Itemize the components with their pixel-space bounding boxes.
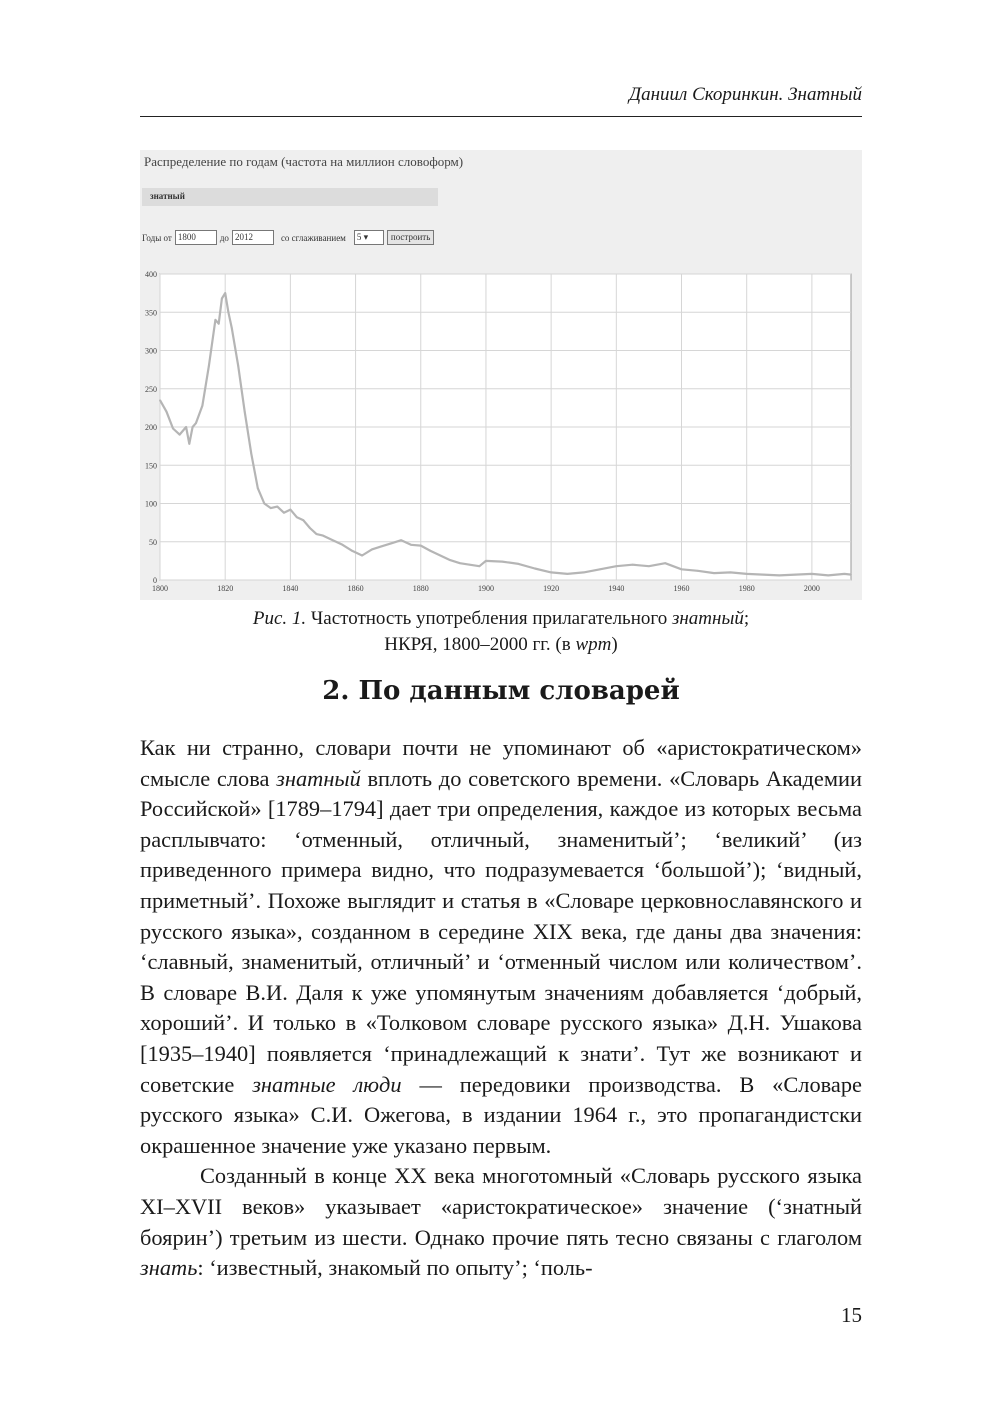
data-point — [201, 405, 203, 407]
data-point — [224, 292, 226, 294]
data-point — [332, 539, 334, 541]
running-head: Даниил Скоринкин. Знатный — [629, 84, 862, 105]
caption-text-2: ; — [743, 608, 750, 629]
data-point — [283, 512, 285, 514]
data-point — [342, 544, 344, 546]
data-point — [159, 399, 161, 401]
x-tick-label: 1880 — [412, 584, 429, 593]
paragraph-1 — [140, 733, 862, 1161]
chevron-down-icon: ▾ — [363, 232, 369, 242]
data-point — [778, 575, 780, 577]
data-point — [599, 568, 601, 570]
query-word: знатный — [150, 191, 185, 201]
data-point — [391, 542, 393, 544]
header-rule — [140, 116, 862, 117]
data-point — [188, 443, 190, 445]
data-point — [361, 555, 363, 557]
data-point — [827, 575, 829, 577]
data-point — [351, 550, 353, 552]
x-tick-label: 1940 — [608, 584, 625, 593]
y-tick-label: 50 — [149, 537, 157, 547]
caption-text-1: Частотность употребления прилагательного — [306, 608, 672, 629]
data-point — [192, 426, 194, 428]
data-point — [730, 571, 732, 573]
data-point — [257, 487, 259, 489]
x-tick-label: 1920 — [543, 584, 560, 593]
data-point — [583, 571, 585, 573]
paragraph-italic: знать — [140, 1255, 198, 1281]
data-point — [518, 563, 520, 565]
y-tick-label: 250 — [145, 384, 157, 394]
x-tick-label: 1820 — [217, 584, 234, 593]
data-point — [250, 453, 252, 455]
data-point — [303, 519, 305, 521]
data-point — [485, 560, 487, 562]
data-point — [850, 574, 852, 576]
smoothing-label: со сглаживанием — [280, 232, 346, 243]
data-point — [228, 311, 230, 313]
data-point — [185, 426, 187, 428]
data-point — [263, 503, 265, 505]
page-number: 15 — [841, 1303, 862, 1327]
data-point — [231, 327, 233, 329]
data-point — [179, 434, 181, 436]
data-point — [309, 527, 311, 529]
data-point — [469, 564, 471, 566]
paragraph-text: вплоть до советского времени. «Словарь Академии Российской» [1789–1794] дает три определения, каждое из которых весьма расплывчато: ‘отменный, отличный, знаменитый’; ‘великий’ (из приведенного примера видно, что подразумевается ‘большой’); ‘видный, приметный’. Похоже выглядит и статья в «Словаре церковнославянского и русского языка», созданном в середине XIX века, где даны два значения: ‘славный, знаменитый, отличный’ и ‘отменный числом или количеством’. В словаре В.И. Даля к уже упомянутым значениям добавляется ‘добрый, хороший’. И только в «Толковом словаре русского языка» Д.Н. Ушакова [1935–1940] появляется ‘принадлежащий к знати’. Тут же возникают и советские — [140, 765, 863, 1097]
caption-unit: wpm — [575, 634, 612, 655]
data-point — [746, 573, 748, 575]
y-tick-label: 200 — [145, 423, 157, 432]
paragraph-italic: знатные люди — [252, 1071, 402, 1097]
data-point — [172, 428, 174, 430]
figure-caption — [140, 606, 862, 658]
paragraph-text: Созданный в конце XX века многотомный «Словарь русского языка XI–XVII веков» указывает «аристократическое» значение (‘знатный боярин’) третьим из шести. Однако прочие пять тесно связаны с глаголом — [140, 1163, 862, 1250]
data-point — [420, 545, 422, 547]
data-point — [713, 572, 715, 574]
caption-word: знатный — [671, 608, 744, 629]
data-point — [296, 516, 298, 518]
y-tick-label: 0 — [153, 576, 157, 585]
data-point — [449, 559, 451, 561]
frequency-chart — [140, 150, 862, 600]
data-point — [316, 533, 318, 535]
data-point — [479, 565, 481, 567]
smoothing-value: 5 — [356, 232, 362, 242]
data-point — [664, 562, 666, 564]
x-tick-label: 1800 — [152, 584, 168, 593]
data-point — [244, 411, 246, 413]
body-text — [140, 733, 862, 1284]
data-point — [697, 570, 699, 572]
data-point — [501, 561, 503, 563]
y-tick-label: 400 — [145, 270, 157, 279]
data-point — [615, 565, 617, 567]
paragraph-2 — [140, 1161, 862, 1283]
data-point — [215, 319, 217, 321]
caption-line-2 — [140, 632, 862, 658]
paragraph-italic: знатный — [276, 765, 361, 791]
y-tick-label: 300 — [145, 346, 157, 356]
data-point — [322, 535, 324, 537]
data-point — [371, 549, 373, 551]
x-tick-label: 1860 — [347, 584, 364, 593]
data-point — [237, 365, 239, 367]
data-point — [811, 573, 813, 575]
data-point — [166, 411, 168, 413]
year-to-label: до — [219, 232, 229, 243]
data-point — [567, 573, 569, 575]
figure-screenshot — [140, 150, 862, 600]
section-heading: 2. По данным словарей — [322, 676, 680, 706]
data-point — [221, 298, 223, 300]
data-point — [459, 562, 461, 564]
x-tick-label: 1900 — [477, 584, 494, 593]
caption-line-1 — [140, 606, 862, 632]
data-point — [276, 506, 278, 508]
data-point — [439, 555, 441, 557]
data-point — [762, 574, 764, 576]
data-point — [400, 539, 402, 541]
data-point — [208, 365, 210, 367]
x-tick-label: 2000 — [803, 584, 820, 593]
y-tick-label: 350 — [145, 308, 157, 318]
y-tick-label: 100 — [145, 499, 157, 509]
paragraph-text: : ‘известный, знакомый по опыту’; ‘поль- — [197, 1255, 593, 1281]
x-tick-label: 1840 — [282, 584, 299, 593]
year-from-input[interactable]: 1800 — [175, 230, 217, 245]
data-point — [410, 544, 412, 546]
data-point — [844, 573, 846, 575]
paragraph-text: Как ни странно, словари почти не упоминают об «аристократическом» смысле слова — [140, 735, 862, 791]
data-point — [534, 568, 536, 570]
paragraph-text: — передовики производства. В «Словаре русского языка» С.И. Ожегова, в издании 1964 г., это пропагандистски окрашенное значение уже указано первым. — [140, 1071, 862, 1158]
data-point — [270, 507, 272, 509]
data-point — [218, 323, 220, 325]
y-tick-label: 150 — [145, 461, 157, 471]
x-tick-label: 1980 — [738, 584, 755, 593]
data-point — [550, 571, 552, 573]
data-point — [648, 565, 650, 567]
year-to-input[interactable]: 2012 — [232, 230, 274, 245]
x-tick-label: 1960 — [673, 584, 690, 593]
years-from-label: Годы от — [142, 232, 172, 243]
figure-title: Распределение по годам (частота на миллион словоформ) — [144, 154, 464, 169]
data-point — [681, 568, 683, 570]
data-point — [795, 574, 797, 576]
data-point — [381, 545, 383, 547]
caption-prefix: Рис. 1. — [252, 608, 307, 629]
data-point — [195, 422, 197, 424]
caption-line2-end: ) — [611, 634, 618, 655]
build-button[interactable]: построить — [387, 230, 434, 245]
data-point — [632, 564, 634, 566]
data-point — [289, 509, 291, 511]
caption-line2-start: НКРЯ, 1800–2000 гг. (в — [384, 634, 576, 655]
data-point — [430, 550, 432, 552]
